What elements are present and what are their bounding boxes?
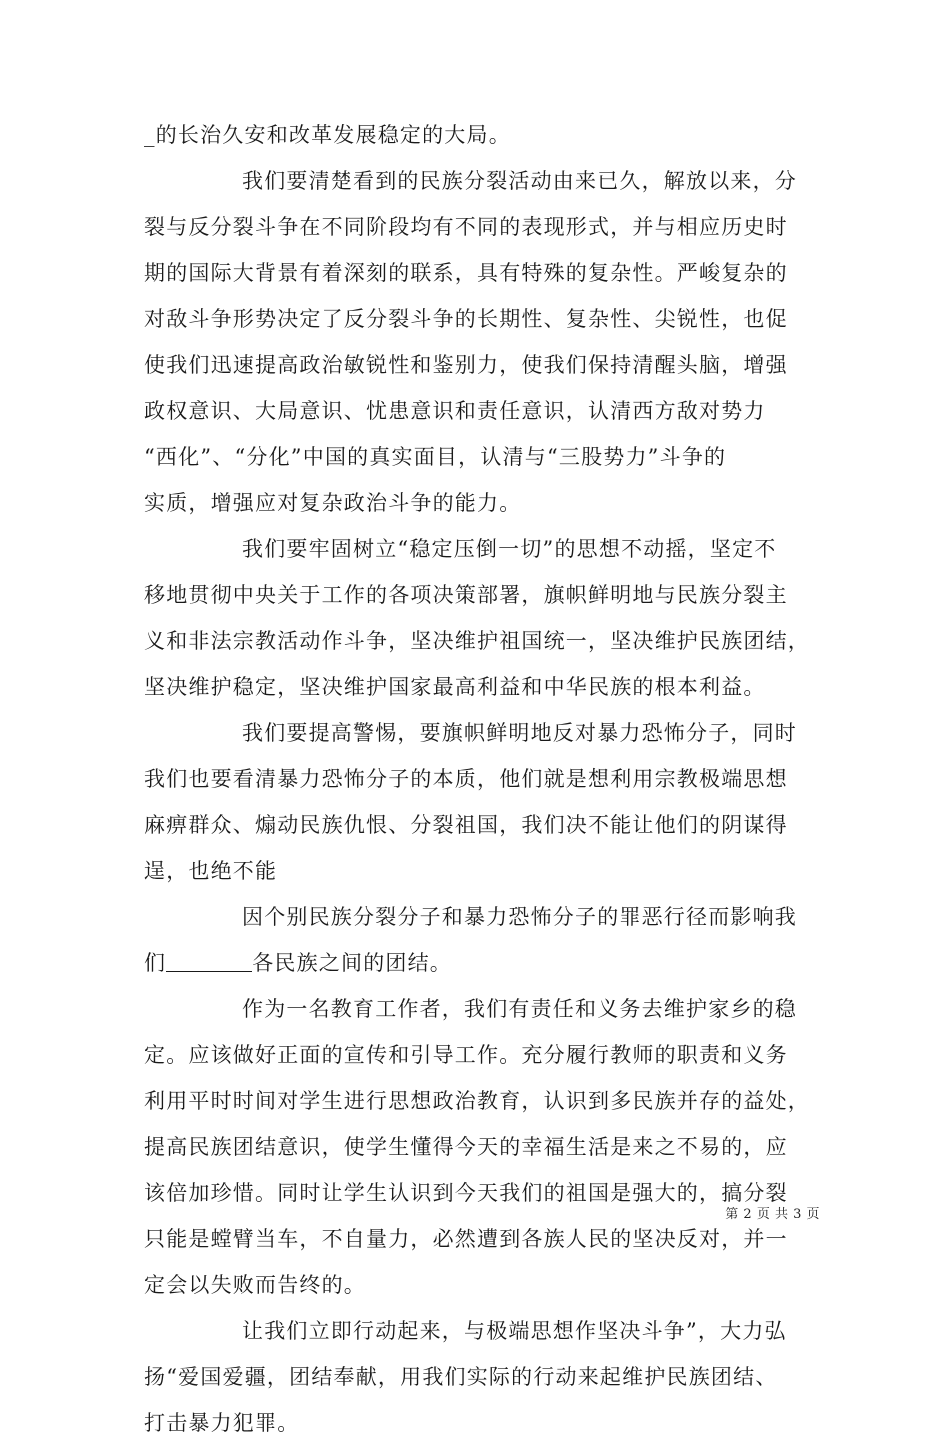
text-line: 定。应该做好正面的宣传和引导工作。充分履行教师的职责和义务 [144, 1043, 788, 1067]
text-line: 我们也要看清暴力恐怖分子的本质，他们就是想利用宗教极端思想 [144, 767, 788, 791]
text-line: 政权意识、大局意识、忧患意识和责任意识，认清西方敌对势力 [144, 399, 766, 423]
text-line: 该倍加珍惜。同时让学生认识到今天我们的祖国是强大的，搞分裂 [144, 1181, 788, 1205]
text-line: 只能是螳臂当车，不自量力，必然遭到各族人民的坚决反对，并一 [144, 1227, 788, 1251]
fill-in-blank [166, 943, 252, 972]
paragraph-start: 作为一名教育工作者，我们有责任和义务去维护家乡的稳 [242, 997, 797, 1021]
paragraph-start: 我们要提高警惕，要旗帜鲜明地反对暴力恐怖分子，同时 [242, 721, 797, 745]
text-segment: 们 [144, 951, 167, 975]
text-line: 麻痹群众、煽动民族仇恨、分裂祖国，我们决不能让他们的阴谋得 [144, 813, 788, 837]
text-line: 坚决维护稳定，坚决维护国家最高利益和中华民族的根本利益。 [144, 675, 766, 699]
paragraph-start: 我们要牢固树立“稳定压倒一切”的思想不动摇，坚定不 [242, 537, 777, 561]
text-line: 打击暴力犯罪。 [144, 1411, 300, 1435]
paragraph-start: 让我们立即行动起来，与极端思想作坚决斗争”，大力弘 [242, 1319, 787, 1343]
text-line: “西化”、“分化”中国的真实面目，认清与“三股势力”斗争的 [144, 445, 727, 469]
text-line: 移地贯彻中央关于工作的各项决策部署，旗帜鲜明地与民族分裂主 [144, 583, 788, 607]
text-line: 定会以失败而告终的。 [144, 1273, 366, 1297]
text-line: 提高民族团结意识，使学生懂得今天的幸福生活是来之不易的，应 [144, 1135, 788, 1159]
paragraph-start: 我们要清楚看到的民族分裂活动由来已久，解放以来，分 [242, 169, 797, 193]
text-line: 期的国际大背景有着深刻的联系，具有特殊的复杂性。严峻复杂的 [144, 261, 788, 285]
text-line: 使我们迅速提高政治敏锐性和鉴别力，使我们保持清醒头脑，增强 [144, 353, 788, 377]
text-line: 扬“爱国爱疆，团结奉献，用我们实际的行动来起维护民族团结、 [144, 1365, 778, 1389]
text-line: 裂与反分裂斗争在不同阶段均有不同的表现形式，并与相应历史时 [144, 215, 788, 239]
text-line: 对敌斗争形势决定了反分裂斗争的长期性、复杂性、尖锐性，也促 [144, 307, 788, 331]
text-line: 实质，增强应对复杂政治斗争的能力。 [144, 491, 522, 515]
text-line: 义和非法宗教活动作斗争，坚决维护祖国统一，坚决维护民族团结， [144, 629, 810, 653]
document-body [144, 112, 816, 1446]
text-line: 逞，也绝不能 [144, 859, 278, 883]
paragraph-start: 因个别民族分裂分子和暴力恐怖分子的罪恶行径而影响我 [242, 905, 797, 929]
text-line: 利用平时时间对学生进行思想政治教育，认识到多民族并存的益处， [144, 1089, 810, 1113]
text-line: _的长治久安和改革发展稳定的大局。 [144, 123, 511, 147]
text-segment: 各民族之间的团结。 [252, 951, 453, 975]
text-line-with-blank [144, 940, 816, 986]
page-number: 第 2 页 共 3 页 [725, 1207, 820, 1222]
